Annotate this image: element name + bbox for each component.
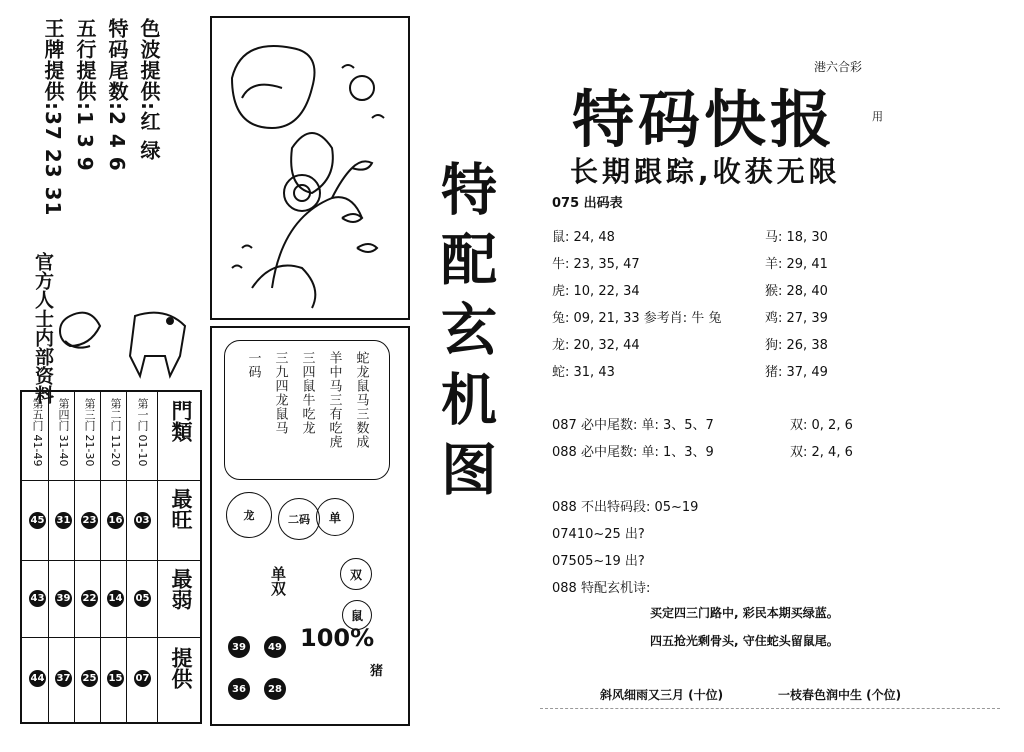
note-row: 07505~19 出? bbox=[552, 554, 645, 569]
table-row: 39 bbox=[55, 590, 72, 607]
cartoon-illustration-icon bbox=[212, 18, 408, 318]
zodiac-row: 蛇: 31, 43 bbox=[552, 365, 615, 380]
table-divider bbox=[22, 480, 200, 481]
animal-art bbox=[40, 296, 200, 380]
zodiac-row: 鼠: 24, 48 bbox=[552, 230, 615, 245]
note-row: 07410~25 出? bbox=[552, 527, 645, 542]
tail-row: 088 必中尾数: 单: 1、3、9 bbox=[552, 445, 714, 460]
table-divider bbox=[126, 392, 127, 722]
table-row: 31 bbox=[55, 512, 72, 529]
poem-line: 四五抢光剩骨头, 守住蛇头留鼠尾。 bbox=[650, 634, 839, 648]
stamp-text: 单双 bbox=[269, 566, 287, 596]
table-divider bbox=[22, 637, 200, 638]
number-ball: 36 bbox=[228, 678, 250, 700]
table-header: 門類 bbox=[169, 400, 193, 442]
table-row: 14 bbox=[107, 590, 124, 607]
page-title: 特配玄机图 bbox=[432, 160, 498, 510]
report-subtitle: 长期跟踪,收获无限 bbox=[570, 155, 841, 188]
zodiac-row: 马: 18, 30 bbox=[765, 230, 828, 245]
table-divider bbox=[157, 392, 158, 722]
chart-heading: 075 出码表 bbox=[552, 196, 623, 211]
table-row: 07 bbox=[134, 670, 151, 687]
table-divider bbox=[100, 392, 101, 722]
door-label: 第二门 11-20 bbox=[109, 398, 122, 467]
poem-line: 羊中马三有吃虎 bbox=[326, 351, 342, 449]
zodiac-row: 龙: 20, 32, 44 bbox=[552, 338, 640, 353]
table-divider bbox=[74, 392, 75, 722]
stamp-badge: 双 bbox=[340, 558, 372, 590]
table-row: 43 bbox=[29, 590, 46, 607]
number-ball: 39 bbox=[228, 636, 250, 658]
note-row: 088 不出特码段: 05~19 bbox=[552, 500, 699, 515]
zodiac-row: 虎: 10, 22, 34 bbox=[552, 284, 640, 299]
table-row: 05 bbox=[134, 590, 151, 607]
table-row: 23 bbox=[81, 512, 98, 529]
door-label: 第四门 31-40 bbox=[57, 398, 70, 467]
table-row: 45 bbox=[29, 512, 46, 529]
zodiac-row: 猪: 37, 49 bbox=[765, 365, 828, 380]
poem-line: 一码 bbox=[245, 351, 261, 379]
report-tag: 港六合彩 bbox=[814, 60, 863, 74]
table-row: 03 bbox=[134, 512, 151, 529]
number-ball: 28 bbox=[264, 678, 286, 700]
door-label: 第一门 01-10 bbox=[136, 398, 149, 467]
table-divider bbox=[48, 392, 49, 722]
tail-row: 双: 2, 4, 6 bbox=[790, 445, 853, 460]
table-header: 最旺 bbox=[169, 488, 193, 530]
footer-right: 一枝春色润中生 (个位) bbox=[778, 688, 902, 702]
stamp-badge: 龙 bbox=[226, 492, 272, 538]
tail-row: 087 必中尾数: 单: 3、5、7 bbox=[552, 418, 714, 433]
zodiac-row: 猴: 28, 40 bbox=[765, 284, 828, 299]
note-row: 088 特配玄机诗: bbox=[552, 581, 651, 596]
footer-divider bbox=[540, 708, 1000, 709]
footer-left: 斜风细雨又三月 (十位) bbox=[600, 688, 724, 702]
table-row: 25 bbox=[81, 670, 98, 687]
door-label: 第三门 21-30 bbox=[83, 398, 96, 467]
cartoon-panel bbox=[210, 16, 410, 320]
stamp-badge: 鼠 bbox=[342, 600, 372, 630]
horse-snake-icon bbox=[40, 296, 200, 380]
table-header: 提供 bbox=[169, 647, 193, 689]
table-divider bbox=[22, 560, 200, 561]
door-table bbox=[20, 390, 202, 724]
poem-line: 三九四龙鼠马 bbox=[272, 351, 288, 435]
table-row: 37 bbox=[55, 670, 72, 687]
zodiac-row: 牛: 23, 35, 47 bbox=[552, 257, 640, 272]
table-row: 15 bbox=[107, 670, 124, 687]
zodiac-row: 羊: 29, 41 bbox=[765, 257, 828, 272]
table-row: 16 bbox=[107, 512, 124, 529]
stamp-badge: 单 bbox=[316, 498, 354, 536]
percent-badge: 100% bbox=[300, 624, 375, 652]
info-line: 五行提供:1 3 9 bbox=[73, 18, 97, 172]
report-title: 特码快报 bbox=[572, 83, 837, 156]
zodiac-row: 狗: 26, 38 bbox=[765, 338, 828, 353]
table-row: 22 bbox=[81, 590, 98, 607]
left-slogan: 官方人士内部资料 bbox=[32, 252, 54, 404]
left-info-columns bbox=[40, 18, 162, 238]
stamp-text: 猪 bbox=[370, 664, 384, 679]
stamp-badge: 二码 bbox=[278, 498, 320, 540]
zodiac-row: 鸡: 27, 39 bbox=[765, 311, 828, 326]
poem-inner bbox=[224, 340, 390, 480]
table-row: 44 bbox=[29, 670, 46, 687]
info-line: 色波提供:红 绿 bbox=[137, 18, 161, 161]
poem-line: 蛇龙鼠马三数成 bbox=[353, 351, 369, 449]
report-tag: 用 bbox=[872, 110, 883, 123]
number-ball: 49 bbox=[264, 636, 286, 658]
table-header: 最弱 bbox=[169, 568, 193, 610]
door-label: 第五门 41-49 bbox=[31, 398, 44, 467]
zodiac-row: 兔: 09, 21, 33 参考肖: 牛 兔 bbox=[552, 311, 722, 326]
tail-row: 双: 0, 2, 6 bbox=[790, 418, 853, 433]
poem-line: 买定四三门路中, 彩民本期买绿蓝。 bbox=[650, 606, 839, 620]
info-line: 特码尾数:2 4 6 bbox=[105, 18, 129, 172]
poem-line: 三四鼠牛吃龙 bbox=[299, 351, 315, 435]
info-line: 王牌提供:37 23 31 bbox=[41, 18, 65, 217]
